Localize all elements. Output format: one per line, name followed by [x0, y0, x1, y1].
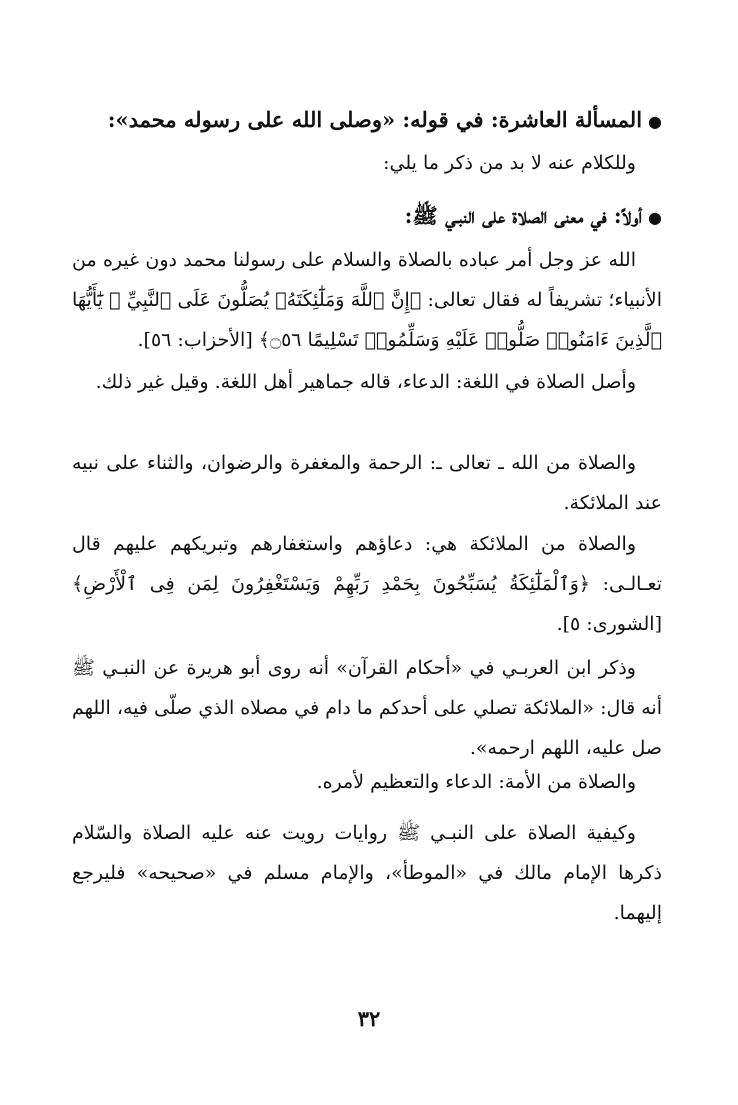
paragraph-hadith: وذكر ابن العربـي في «أحكام القرآن» أنه روى أبو هريرة عن النبـي ﷺ أنه قال: «الملائكة تصلي على أحدكم ما دام في مصلاه الذي صلّى فيه، اللهم صل عليه، اللهم ارحمه». — [72, 657, 662, 759]
paragraph-linguistic: وأصل الصلاة في اللغة: الدعاء، قاله جماهير أهل اللغة. وقيل غير ذلك. — [95, 371, 636, 393]
issue-intro: وللكلام عنه لا بد من ذكر ما يلي: — [383, 152, 636, 174]
section-title: أولاً: في معنى الصلاة على النبـي ﷺ: — [404, 203, 643, 228]
paragraph-from-angels: والصلاة من الملائكة هي: دعاؤهم واستغفارهم وتبريكهم عليهم قال تعـالـى: ﴿وَٱلْمَلَٰٓئِكَةُ يُسَبِّحُونَ بِحَمْدِ رَبِّهِمْ وَيَسْتَغْفِرُونَ لِمَن فِى ٱلْأَرْضِ﴾ [الشورى: ٥]. — [72, 533, 662, 635]
paragraph-from-god: والصلاة من الله ـ تعالى ـ: الرحمة والمغفرة والرضوان، والثناء على نبيه عند الملائكة. — [72, 452, 662, 514]
paragraph-manner: وكيفية الصلاة على النبـي ﷺ روايات رويت عنه عليه الصلاة والسّلام ذكرها الإمام مالك في «الموطأ»، والإمام مسلم في «صحيحه» فليرجع إليهما. — [72, 822, 662, 924]
issue-heading — [72, 100, 662, 142]
section-heading — [72, 196, 662, 238]
paragraph-from-nation: والصلاة من الأمة: الدعاء والتعظيم لأمره. — [316, 771, 636, 793]
issue-title: المسألة العاشرة: في قوله: «وصلى الله على رسوله محمد»: — [107, 107, 643, 132]
page-number: ٣٢ — [357, 1006, 381, 1031]
bullet-icon: ● — [648, 112, 662, 131]
bullet-icon: ● — [648, 208, 662, 227]
paragraph-command: الله عز وجل أمر عباده بالصلاة والسلام على رسولنا محمد دون غيره من الأنبياء؛ تشريفاً له فقال تعالى: ﴿إِنَّ ٱللَّهَ وَمَلَٰٓئِكَتَهُۥ يُصَلُّونَ عَلَى ٱلنَّبِيِّ ۚ يَٰٓأَيُّهَا ٱلَّذِينَ ءَامَنُوا۟ صَلُّوا۟ عَلَيْهِ وَسَلِّمُوا۟ تَسْلِيمًا ۝٥٦﴾ [الأحزاب: ٥٦]. — [72, 249, 662, 351]
